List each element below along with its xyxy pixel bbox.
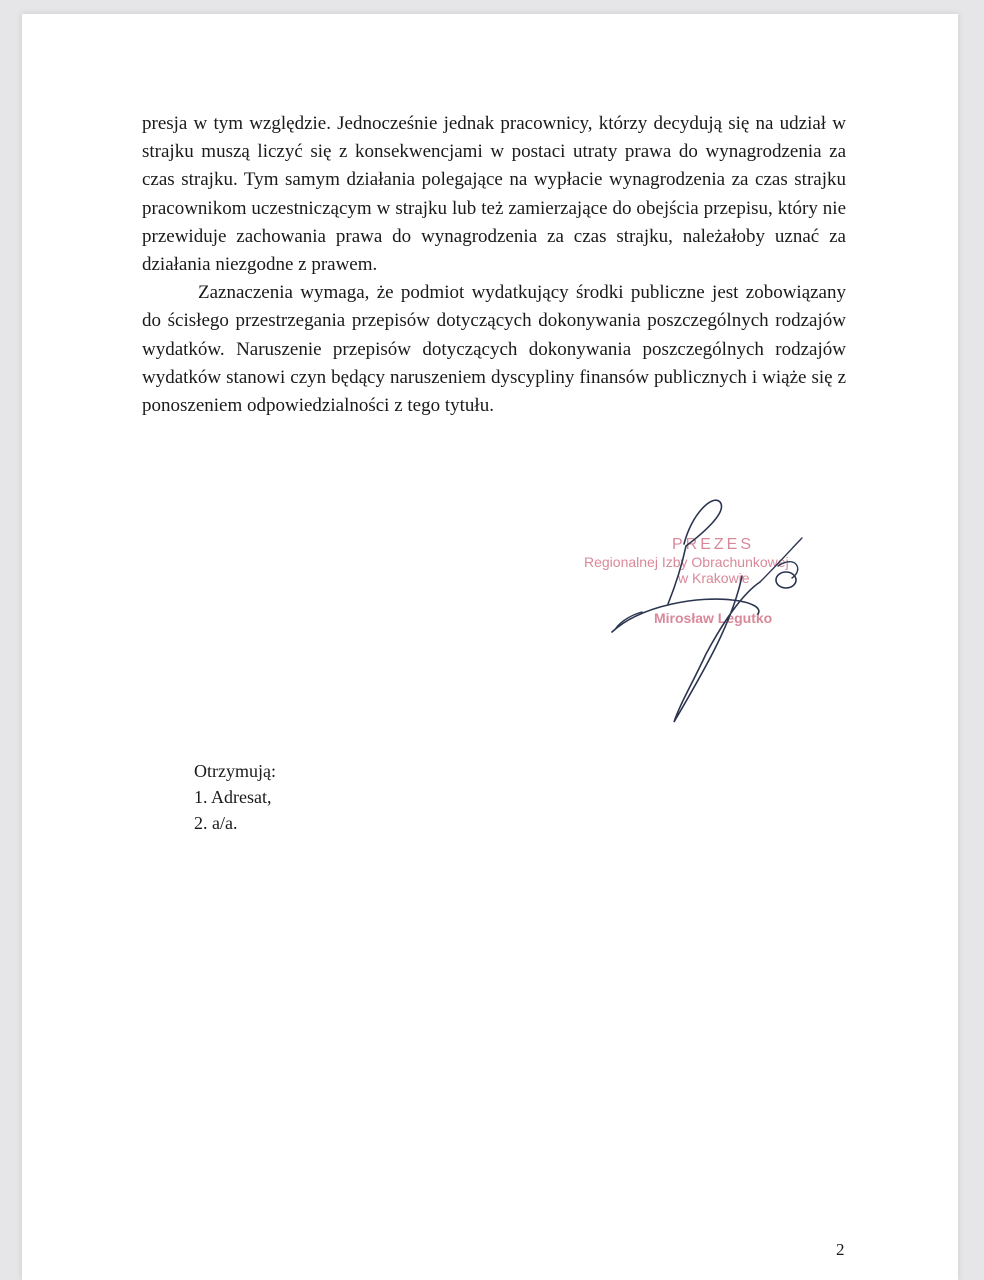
paragraph-continuation: presja w tym względzie. Jednocześnie jednak pracownicy, którzy decydują się na udział w strajku muszą liczyć się z konsekwencjami w postaci utraty prawa do wynagrodzenia za czas strajku. Tym samym działania polegające na wypłacie wynagrodzenia za czas strajku pracownikom uczestniczącym w strajku lub też zamierzające do obejścia przepisu, który nie przewiduje zachowania prawa do wynagrodzenia za czas strajku, należałoby uznać za działania niezgodne z prawem. [142,113,846,276]
document-body [142,110,846,420]
recipients-block [194,758,276,836]
paragraph-discipline: Zaznaczenia wymaga, że podmiot wydatkujący środki publiczne jest zobowiązany do ścisłego przestrzegania przepisów dotyczących dokonywania poszczególnych rodzajów wydatków. Naruszenie przepisów dotyczących dokonywania poszczególnych rodzajów wydatków stanowi czyn będący naruszeniem dyscypliny finansów publicznych i wiąże się z ponoszeniem odpowiedzialności z tego tytułu. [142,282,846,417]
recipient-item: 2. a/a. [194,813,238,833]
handwritten-signature [582,484,842,744]
stamp-title: PREZES [672,536,755,553]
page-number: 2 [836,1240,845,1259]
stamp-organization: Regionalnej Izby Obrachunkowej [584,554,789,570]
recipients-heading: Otrzymują: [194,761,276,781]
stamp-name: Mirosław Legutko [654,610,773,626]
recipient-item: 1. Adresat, [194,787,272,807]
stamp-city: w Krakowie [678,570,750,586]
official-stamp [582,484,842,744]
document-page [22,14,958,1280]
